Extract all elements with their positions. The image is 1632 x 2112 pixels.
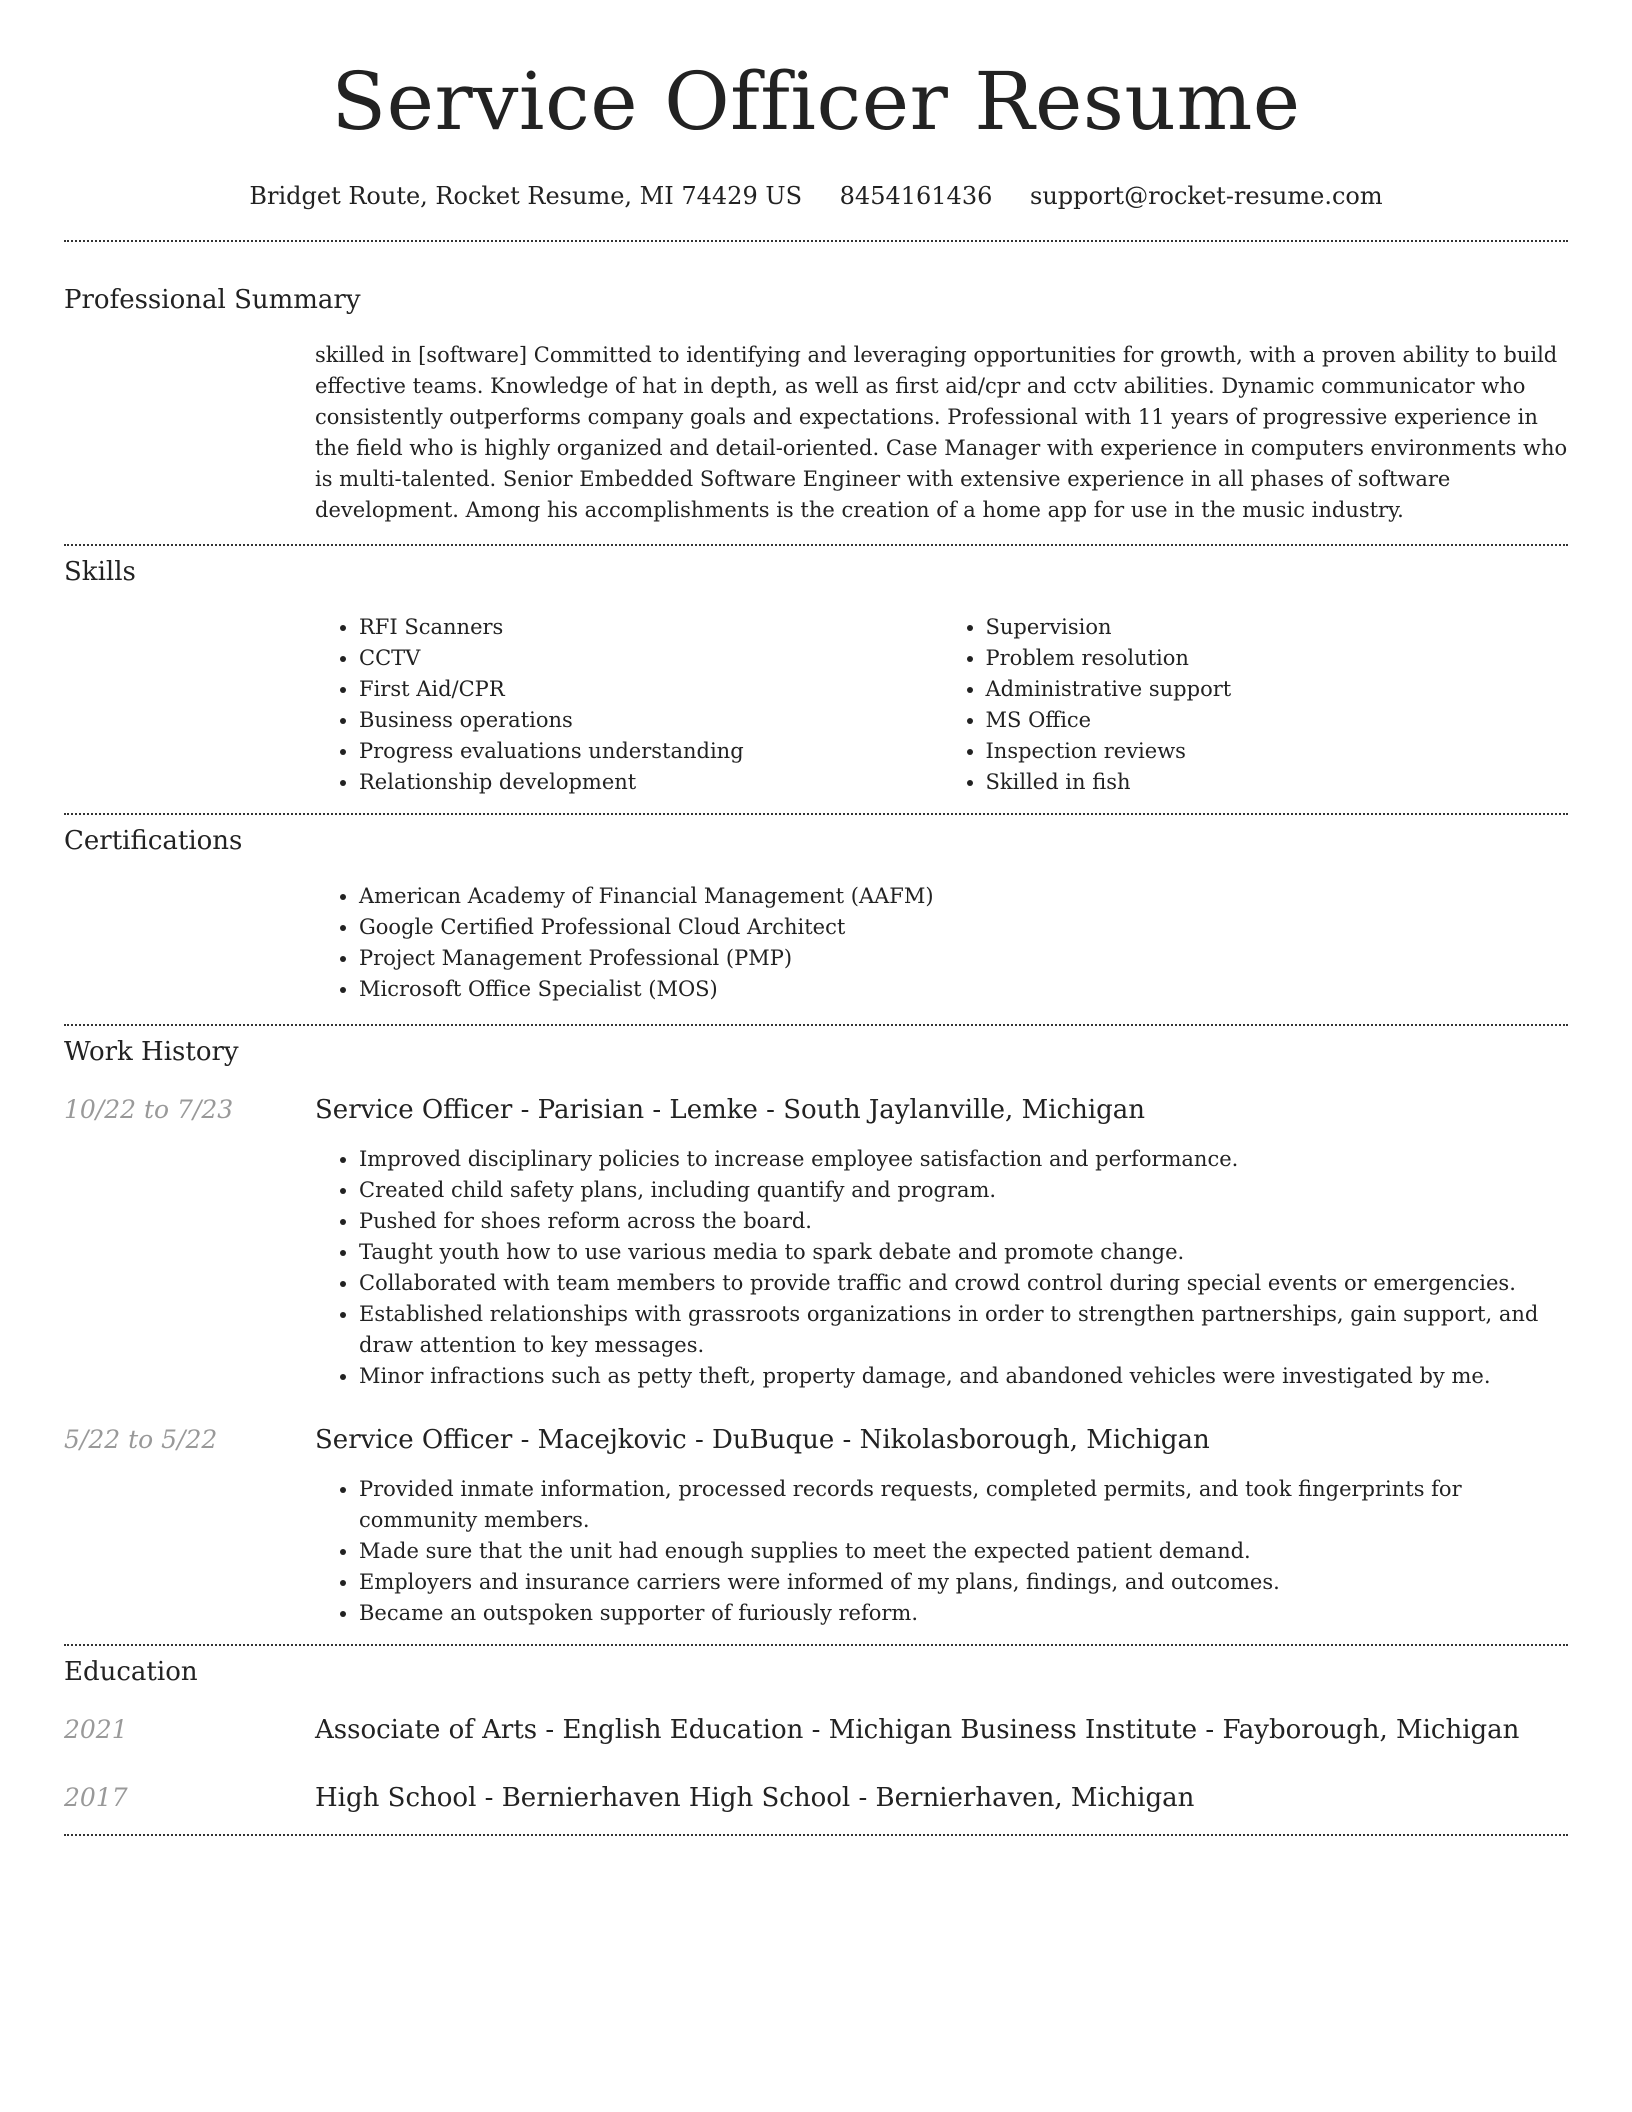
list-item: • CCTV <box>359 643 942 674</box>
list-item: • Improved disciplinary policies to increase employee satisfaction and performance. <box>359 1144 1568 1175</box>
list-item: • MS Office <box>986 705 1569 736</box>
contact-address: Bridget Route, Rocket Resume, MI 74429 US <box>249 182 803 210</box>
section-divider <box>64 1024 1568 1026</box>
list-item: • Skilled in fish <box>986 767 1569 798</box>
list-item: • Minor infractions such as petty theft, property damage, and abandoned vehicles were investigated by me. <box>359 1361 1568 1392</box>
section-title-education: Education <box>64 1657 198 1687</box>
section-divider <box>64 813 1568 815</box>
education-year: 2017 <box>64 1783 128 1812</box>
list-item: • First Aid/CPR <box>359 674 942 705</box>
list-item: • Inspection reviews <box>986 736 1569 767</box>
skills-list-right <box>942 612 1569 798</box>
job-dates: 5/22 to 5/22 <box>64 1425 218 1454</box>
resume-header <box>0 0 1632 212</box>
section-title-work-history: Work History <box>64 1037 239 1067</box>
job-bullets <box>315 1144 1568 1392</box>
list-item: • Provided inmate information, processed records requests, completed permits, and took fingerprints for community members. <box>359 1474 1568 1536</box>
contact-phone: 8454161436 <box>839 182 993 210</box>
job-heading: Service Officer - Macejkovic - DuBuque - Nikolasborough, Michigan <box>315 1425 1210 1455</box>
list-item: • Google Certified Professional Cloud Architect <box>359 912 1568 943</box>
section-title-skills: Skills <box>64 557 136 587</box>
list-item: • Administrative support <box>986 674 1569 705</box>
summary-section <box>315 340 1568 526</box>
section-divider <box>64 1834 1568 1836</box>
list-item: • RFI Scanners <box>359 612 942 643</box>
list-item: • Project Management Professional (PMP) <box>359 943 1568 974</box>
list-item: • Relationship development <box>359 767 942 798</box>
list-item: • Taught youth how to use various media to spark debate and promote change. <box>359 1237 1568 1268</box>
contact-line <box>0 180 1632 212</box>
education-year: 2021 <box>64 1715 128 1744</box>
section-divider <box>64 1644 1568 1646</box>
job-bullet-list <box>315 1474 1568 1629</box>
section-title-certifications: Certifications <box>64 826 243 856</box>
list-item: • Business operations <box>359 705 942 736</box>
job-bullets <box>315 1474 1568 1629</box>
education-heading: High School - Bernierhaven High School - Bernierhaven, Michigan <box>315 1783 1195 1813</box>
job-heading: Service Officer - Parisian - Lemke - South Jaylanville, Michigan <box>315 1095 1146 1125</box>
skills-list-left <box>315 612 942 798</box>
job-dates: 10/22 to 7/23 <box>64 1095 234 1124</box>
page-title: Service Officer Resume <box>331 55 1301 148</box>
section-title-summary: Professional Summary <box>64 285 361 315</box>
list-item: • Made sure that the unit had enough supplies to meet the expected patient demand. <box>359 1536 1568 1567</box>
job-bullet-list <box>315 1144 1568 1392</box>
certifications-list <box>315 881 1568 1005</box>
list-item: • Progress evaluations understanding <box>359 736 942 767</box>
education-heading: Associate of Arts - English Education - Michigan Business Institute - Fayborough, Michigan <box>315 1715 1520 1745</box>
contact-email: support@rocket-resume.com <box>1030 182 1383 210</box>
skills-section <box>315 612 1568 798</box>
list-item: • Created child safety plans, including quantify and program. <box>359 1175 1568 1206</box>
list-item: • Became an outspoken supporter of furiously reform. <box>359 1598 1568 1629</box>
list-item: • Collaborated with team members to provide traffic and crowd control during special events or emergencies. <box>359 1268 1568 1299</box>
certifications-section <box>315 881 1568 1005</box>
list-item: • Pushed for shoes reform across the board. <box>359 1206 1568 1237</box>
list-item: • American Academy of Financial Management (AAFM) <box>359 881 1568 912</box>
section-divider <box>64 544 1568 546</box>
list-item: • Problem resolution <box>986 643 1569 674</box>
list-item: • Supervision <box>986 612 1569 643</box>
list-item: • Established relationships with grassroots organizations in order to strengthen partnerships, gain support, and draw attention to key messages. <box>359 1299 1568 1361</box>
list-item: • Employers and insurance carriers were informed of my plans, findings, and outcomes. <box>359 1567 1568 1598</box>
summary-text: skilled in [software] Committed to identifying and leveraging opportunities for growth, with a proven ability to build effective teams. Knowledge of hat in depth, as well as first aid/cpr and cctv abilities. Dynamic communicator who consistently outperforms company goals and expectations. Professional with 11 years of progressive experience in the field who is highly organized and detail-oriented. Case Manager with experience in computers environments who is multi-talented. Senior Embedded Software Engineer with extensive experience in all phases of software development. Among his accomplishments is the creation of a home app for use in the music industry. <box>315 343 1568 522</box>
section-divider <box>64 240 1568 242</box>
list-item: • Microsoft Office Specialist (MOS) <box>359 974 1568 1005</box>
